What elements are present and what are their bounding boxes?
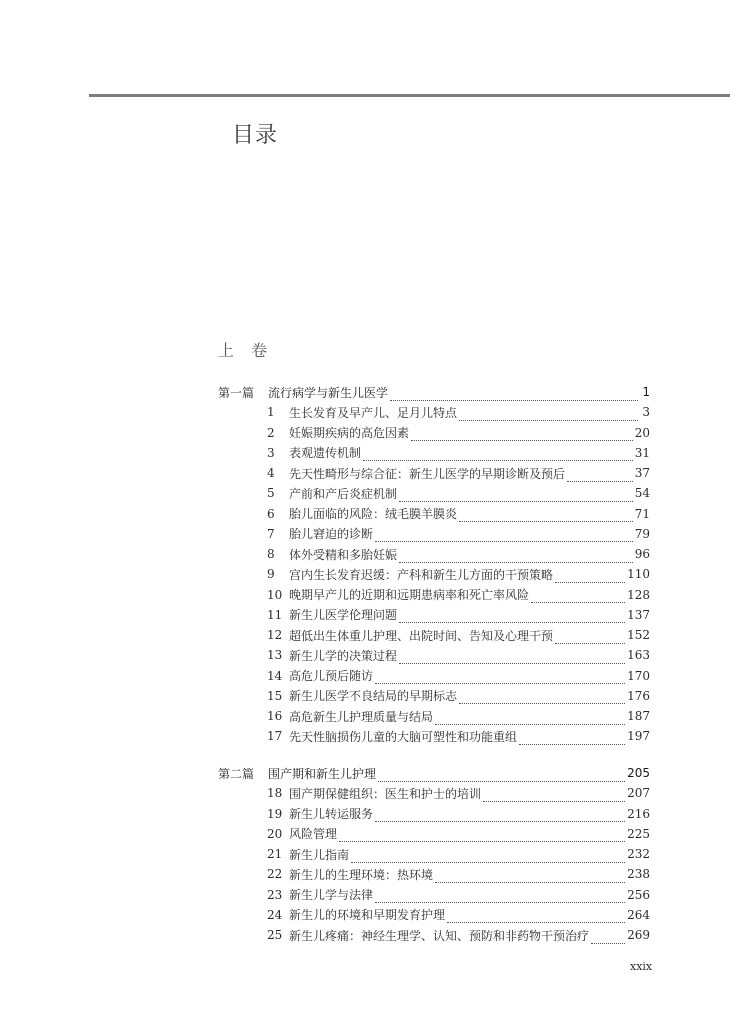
page-title: 目录 — [232, 123, 279, 148]
chapter-page-number: 170 — [627, 668, 650, 683]
chapter-title: 新生儿疼痛：神经生理学、认知、预防和非药物干预治疗 — [289, 928, 590, 943]
chapter-number: 24 — [267, 907, 283, 922]
toc-chapter-row[interactable] — [218, 824, 650, 844]
dot-leader — [375, 809, 625, 822]
dot-leader — [399, 489, 633, 502]
chapter-title: 新生儿的环境和早期发育护理 — [289, 908, 446, 923]
chapter-number: 23 — [267, 887, 283, 902]
chapter-page-number: 232 — [627, 847, 650, 862]
chapter-number: 12 — [267, 628, 283, 643]
toc-chapter-row[interactable] — [218, 885, 650, 905]
toc-chapter-row[interactable] — [218, 524, 650, 544]
toc-chapter-row[interactable] — [218, 804, 650, 824]
chapter-title: 先天性畸形与综合征：新生儿医学的早期诊断及预后 — [289, 466, 566, 481]
toc-chapter-row[interactable] — [218, 443, 650, 463]
toc-chapter-row[interactable] — [218, 925, 650, 945]
chapter-title: 胎儿窘迫的诊断 — [289, 527, 374, 542]
part-title: 流行病学与新生儿医学 — [268, 385, 389, 400]
dot-leader — [351, 850, 625, 863]
toc-chapter-row[interactable] — [218, 666, 650, 686]
chapter-title: 先天性脑损伤儿童的大脑可塑性和功能重组 — [289, 729, 518, 744]
toc-chapter-row[interactable] — [218, 402, 650, 422]
toc-chapter-row[interactable] — [218, 504, 650, 524]
chapter-title: 晚期早产儿的近期和远期患病率和死亡率风险 — [289, 588, 530, 603]
chapter-page-number: 37 — [634, 466, 650, 481]
toc-chapter-row[interactable] — [218, 544, 650, 564]
chapter-number: 21 — [267, 847, 283, 862]
toc-part-2 — [218, 763, 650, 945]
top-rule — [89, 94, 730, 97]
chapter-title: 体外受精和多胎妊娠 — [289, 547, 398, 562]
chapter-number: 7 — [267, 526, 275, 541]
chapter-page-number: 207 — [627, 786, 650, 801]
toc-part-1 — [218, 382, 650, 747]
volume-title: 上 卷 — [218, 341, 274, 360]
page-folio: xxix — [630, 960, 653, 973]
chapter-page-number: 269 — [627, 928, 650, 943]
dot-leader — [411, 428, 633, 441]
chapter-page-number: 71 — [634, 506, 650, 521]
chapter-number: 8 — [267, 547, 275, 562]
chapter-title: 新生儿转运服务 — [289, 807, 374, 822]
chapter-title: 新生儿学与法律 — [289, 888, 374, 903]
chapter-number: 19 — [267, 806, 283, 821]
chapter-number: 22 — [267, 867, 283, 882]
chapter-page-number: 31 — [634, 445, 650, 460]
dot-leader — [339, 829, 625, 842]
dot-leader — [435, 712, 625, 725]
dot-leader — [363, 448, 633, 461]
toc-chapter-row[interactable] — [218, 423, 650, 443]
dot-leader — [519, 732, 625, 745]
part-label: 第一篇 — [218, 385, 255, 400]
chapter-number: 1 — [267, 405, 275, 420]
chapter-title: 高危新生儿护理质量与结局 — [289, 709, 434, 724]
dot-leader — [375, 529, 633, 542]
toc-chapter-row[interactable] — [218, 564, 650, 584]
chapter-page-number: 137 — [627, 607, 650, 622]
chapter-title: 超低出生体重儿护理、出院时间、告知及心理干预 — [289, 628, 554, 643]
dot-leader — [591, 931, 625, 944]
chapter-title: 围产期保健组织：医生和护士的培训 — [289, 786, 482, 801]
chapter-page-number: 176 — [627, 688, 650, 703]
chapter-number: 2 — [267, 425, 275, 440]
chapter-title: 新生儿的生理环境：热环境 — [289, 867, 434, 882]
chapter-number: 20 — [267, 826, 283, 841]
part-label: 第二篇 — [218, 766, 255, 781]
toc-chapter-row[interactable] — [218, 585, 650, 605]
chapter-number: 14 — [267, 668, 283, 683]
dot-leader — [531, 590, 625, 603]
part-page-number: 1 — [642, 385, 650, 400]
dot-leader — [459, 691, 625, 704]
toc-part-row[interactable] — [218, 763, 650, 783]
toc-chapter-row[interactable] — [218, 864, 650, 884]
chapter-number: 18 — [267, 786, 283, 801]
chapter-number: 16 — [267, 709, 283, 724]
chapter-page-number: 225 — [627, 826, 650, 841]
toc-part-row[interactable] — [218, 382, 650, 402]
chapter-title: 风险管理 — [289, 827, 338, 842]
dot-leader — [399, 610, 625, 623]
dot-leader — [435, 870, 625, 883]
toc-chapter-row[interactable] — [218, 605, 650, 625]
chapter-page-number: 79 — [634, 526, 650, 541]
chapter-title: 妊娠期疾病的高危因素 — [289, 426, 410, 441]
chapter-number: 10 — [267, 587, 283, 602]
chapter-number: 6 — [267, 506, 275, 521]
chapter-page-number: 197 — [627, 729, 650, 744]
part-title: 围产期和新生儿护理 — [268, 766, 377, 781]
chapter-number: 13 — [267, 648, 283, 663]
chapter-page-number: 187 — [627, 709, 650, 724]
chapter-title: 胎儿面临的风险：绒毛膜羊膜炎 — [289, 507, 458, 522]
chapter-title: 新生儿医学不良结局的早期标志 — [289, 689, 458, 704]
chapter-page-number: 128 — [627, 587, 650, 602]
chapter-title: 新生儿学的决策过程 — [289, 648, 398, 663]
dot-leader — [399, 550, 633, 563]
toc-chapter-row[interactable] — [218, 706, 650, 726]
chapter-page-number: 96 — [634, 547, 650, 562]
dot-leader — [378, 769, 625, 782]
chapter-page-number: 3 — [642, 405, 650, 420]
chapter-page-number: 54 — [634, 486, 650, 501]
toc-chapter-row[interactable] — [218, 783, 650, 803]
chapter-number: 9 — [267, 567, 275, 582]
chapter-title: 新生儿指南 — [289, 847, 350, 862]
chapter-page-number: 238 — [627, 867, 650, 882]
chapter-number: 5 — [267, 486, 275, 501]
chapter-title: 高危儿预后随访 — [289, 669, 374, 684]
chapter-page-number: 163 — [627, 648, 650, 663]
part-page-number: 205 — [627, 766, 650, 781]
chapter-title: 生长发育及早产儿、足月儿特点 — [289, 405, 458, 420]
chapter-page-number: 152 — [627, 628, 650, 643]
toc-chapter-row[interactable] — [218, 463, 650, 483]
dot-leader — [399, 651, 625, 664]
toc-chapter-row[interactable] — [218, 905, 650, 925]
chapter-number: 11 — [267, 607, 283, 622]
chapter-page-number: 216 — [627, 806, 650, 821]
toc-chapter-row[interactable] — [218, 625, 650, 645]
dot-leader — [375, 671, 625, 684]
dot-leader — [459, 408, 638, 421]
chapter-title: 宫内生长发育迟缓：产科和新生儿方面的干预策略 — [289, 567, 554, 582]
toc-chapter-row[interactable] — [218, 844, 650, 864]
dot-leader — [375, 890, 625, 903]
chapter-title: 产前和产后炎症机制 — [289, 486, 398, 501]
dot-leader — [390, 388, 638, 401]
chapter-number: 3 — [267, 445, 275, 460]
dot-leader — [483, 789, 625, 802]
chapter-number: 15 — [267, 688, 283, 703]
chapter-number: 25 — [267, 928, 283, 943]
chapter-number: 17 — [267, 729, 283, 744]
chapter-page-number: 20 — [634, 425, 650, 440]
toc-chapter-row[interactable] — [218, 726, 650, 746]
dot-leader — [555, 631, 625, 644]
chapter-page-number: 256 — [627, 887, 650, 902]
chapter-page-number: 110 — [627, 567, 650, 582]
chapter-page-number: 264 — [627, 907, 650, 922]
dot-leader — [459, 509, 633, 522]
toc-chapter-row[interactable] — [218, 686, 650, 706]
dot-leader — [555, 570, 625, 583]
dot-leader — [447, 910, 625, 923]
chapter-number: 4 — [267, 466, 275, 481]
chapter-title: 新生儿医学伦理问题 — [289, 608, 398, 623]
toc-chapter-row[interactable] — [218, 483, 650, 503]
dot-leader — [567, 469, 633, 482]
chapter-title: 表观遗传机制 — [289, 446, 362, 461]
toc-chapter-row[interactable] — [218, 645, 650, 665]
